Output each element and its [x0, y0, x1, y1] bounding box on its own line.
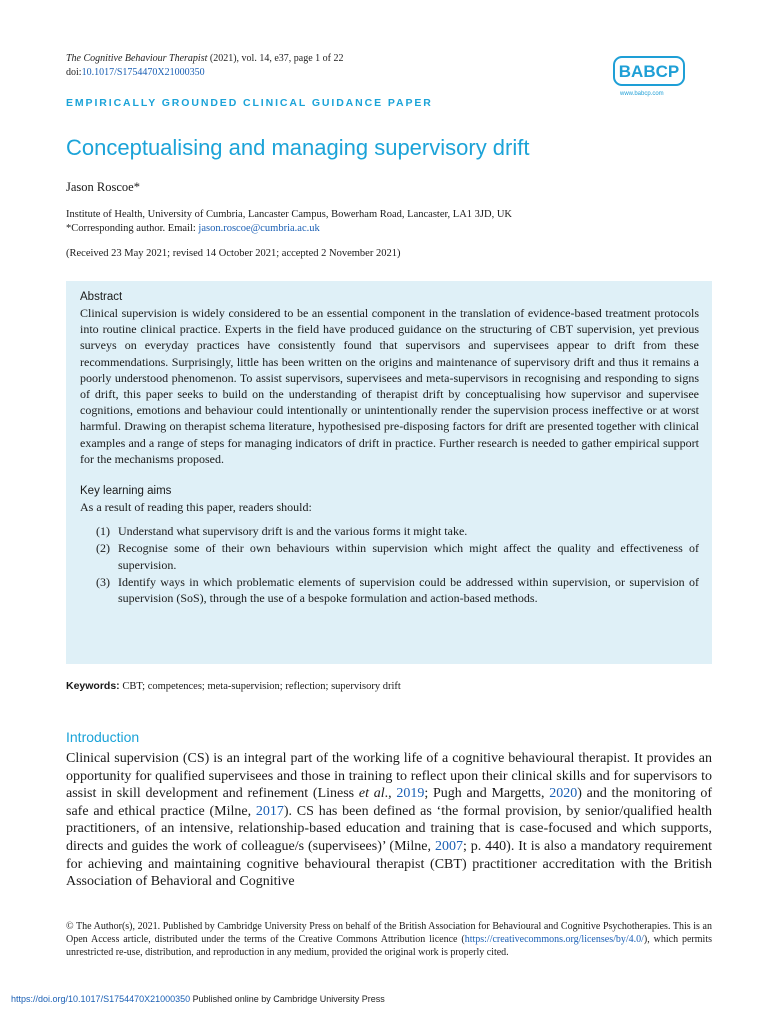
learning-aim-item: [80, 574, 699, 606]
abstract-text: Clinical supervision is widely considered to be an essential component in the translation of evidence-based treatment protocols into routine clinical practice. Experts in the field have produced guidance on the structuring of CBT supervision, yet previous surveys on everyday practices have consistently found that supervisors and supervisees appear to drift from these recommendations. Surprisingly, little has been written on the origins and maintenance of supervisory drift and thus it remains a poorly understood phenomenon. To assist supervisors, supervisees and meta-supervisors in recognising and responding to signs of drift, this paper seeks to build on the understanding of therapist drift by conceptualising how supervisor and supervisee cognitions, emotions and behaviour could intentionally or unintentionally render the supervision process ineffective or at worst harmful. Drawing on therapist schema literature, hypothesised pre-disposing factors for drift are presented together with clinical examples and a range of steps for managing indicators of drift in practice. Further research is needed to gather empirical support for the mechanisms proposed.: [80, 306, 699, 466]
corresponding-prefix: *Corresponding author. Email:: [66, 223, 199, 234]
footer-publisher: Published online by Cambridge University Press: [190, 994, 385, 1004]
paper-type-label: EMPIRICALLY GROUNDED CLINICAL GUIDANCE PAPER: [66, 97, 433, 109]
abstract-heading: Abstract: [80, 291, 123, 303]
intro-text-run: Clinical supervision (CS) is an integral part of the working life of a cognitive behavioural therapist. It provides an opportunity for qualified supervisees and those in training to reflect upon their clinical skills and for supervisors to assist in skill development and refinement (Liness: [66, 751, 712, 802]
citation-link[interactable]: 2019: [396, 786, 425, 802]
learning-aim-number: (2): [96, 541, 110, 556]
license-text: © The Author(s), 2021. Published by Cambridge University Press on behalf of the British Association for Behavioural and Cognitive Psychotherapies. This is an Open Access article, distributed under the terms of the Creative Commons Attribution licence (: [66, 921, 712, 945]
introduction-body: [66, 750, 712, 891]
citation-link[interactable]: 2020: [549, 786, 578, 802]
paper-title: Conceptualising and managing supervisory drift: [66, 135, 530, 160]
learning-aim-number: (1): [96, 524, 110, 539]
journal-name: The Cognitive Behaviour Therapist: [66, 53, 208, 64]
journal-citation: [66, 52, 343, 80]
learning-aims-list: [80, 523, 699, 606]
intro-et-al: et al: [358, 786, 385, 802]
babcp-url[interactable]: www.babcp.com: [620, 91, 664, 97]
author-name: Jason Roscoe*: [66, 180, 140, 194]
abstract-box: [66, 281, 712, 664]
keywords: [66, 680, 401, 692]
learning-aims-intro: As a result of reading this paper, readers should:: [80, 500, 312, 515]
footer-doi-link[interactable]: https://doi.org/10.1017/S1754470X21000350: [11, 994, 191, 1004]
page-footer: [11, 994, 385, 1004]
babcp-logo-text: BABCP: [618, 62, 680, 81]
learning-aim-item: [80, 540, 699, 572]
learning-aim-number: (3): [96, 574, 110, 589]
keywords-label: Keywords:: [66, 680, 120, 692]
keywords-text: CBT; competences; meta-supervision; reflection; supervisory drift: [119, 681, 401, 692]
learning-aim-text: Recognise some of their own behaviours within supervision which might affect the quality and effectiveness of supervision.: [118, 541, 699, 572]
doi-link[interactable]: 10.1017/S1754470X21000350: [81, 67, 205, 78]
citation-link[interactable]: 2017: [255, 803, 284, 819]
license-link[interactable]: https://creativecommons.org/licenses/by/4.0/: [464, 934, 644, 945]
intro-text-run: ). CS has been defined as ‘the formal provision, by senior/qualified health practitioners, of an intensive, relationship-based education and training that is case-focused and which supports, directs and guides the work of colleague/s (supervisees)’ (Milne,: [66, 803, 712, 854]
intro-text-run: ) and the monitoring of safe and ethical practice (Milne,: [66, 786, 713, 819]
intro-text-run: .,: [384, 786, 397, 802]
introduction-heading: Introduction: [66, 729, 140, 745]
learning-aims-heading: Key learning aims: [80, 485, 172, 498]
intro-text-run: ; Pugh and Margetts,: [424, 786, 550, 802]
author-email-link[interactable]: jason.roscoe@cumbria.ac.uk: [198, 223, 320, 234]
learning-aim-text: Identify ways in which problematic elements of supervision could be addressed within supervision, or supervision of supervision (SoS), through the use of a bespoke formulation and action-based methods.: [118, 574, 699, 606]
received-dates: (Received 23 May 2021; revised 14 October 2021; accepted 2 November 2021): [66, 248, 401, 259]
affiliation: [66, 208, 706, 236]
learning-aim-item: [80, 523, 699, 539]
babcp-logo[interactable]: [613, 56, 685, 86]
doi-prefix: doi:: [66, 67, 82, 78]
license-text: ), which permits unrestricted re-use, distribution, and reproduction in any medium, provided the original work is properly cited.: [66, 934, 712, 958]
corresponding-author: [66, 222, 706, 236]
intro-text-run: ; p. 440). It is also a mandatory requirement for achieving and maintaining cognitive behavioural therapist (CBT) practitioner accreditation with the British Association of Behavioral and Cognitive: [66, 838, 713, 890]
introduction-paragraph: [66, 750, 712, 891]
affiliation-line: Institute of Health, University of Cumbria, Lancaster Campus, Bowerham Road, Lancaster, LA1 3JD, UK: [66, 209, 513, 220]
learning-aim-text: Understand what supervisory drift is and the various forms it might take.: [118, 524, 468, 539]
journal-volume-info: (2021), vol. 14, e37, page 1 of 22: [207, 53, 344, 64]
license-notice: [66, 920, 712, 959]
citation-link[interactable]: 2007: [434, 838, 463, 854]
